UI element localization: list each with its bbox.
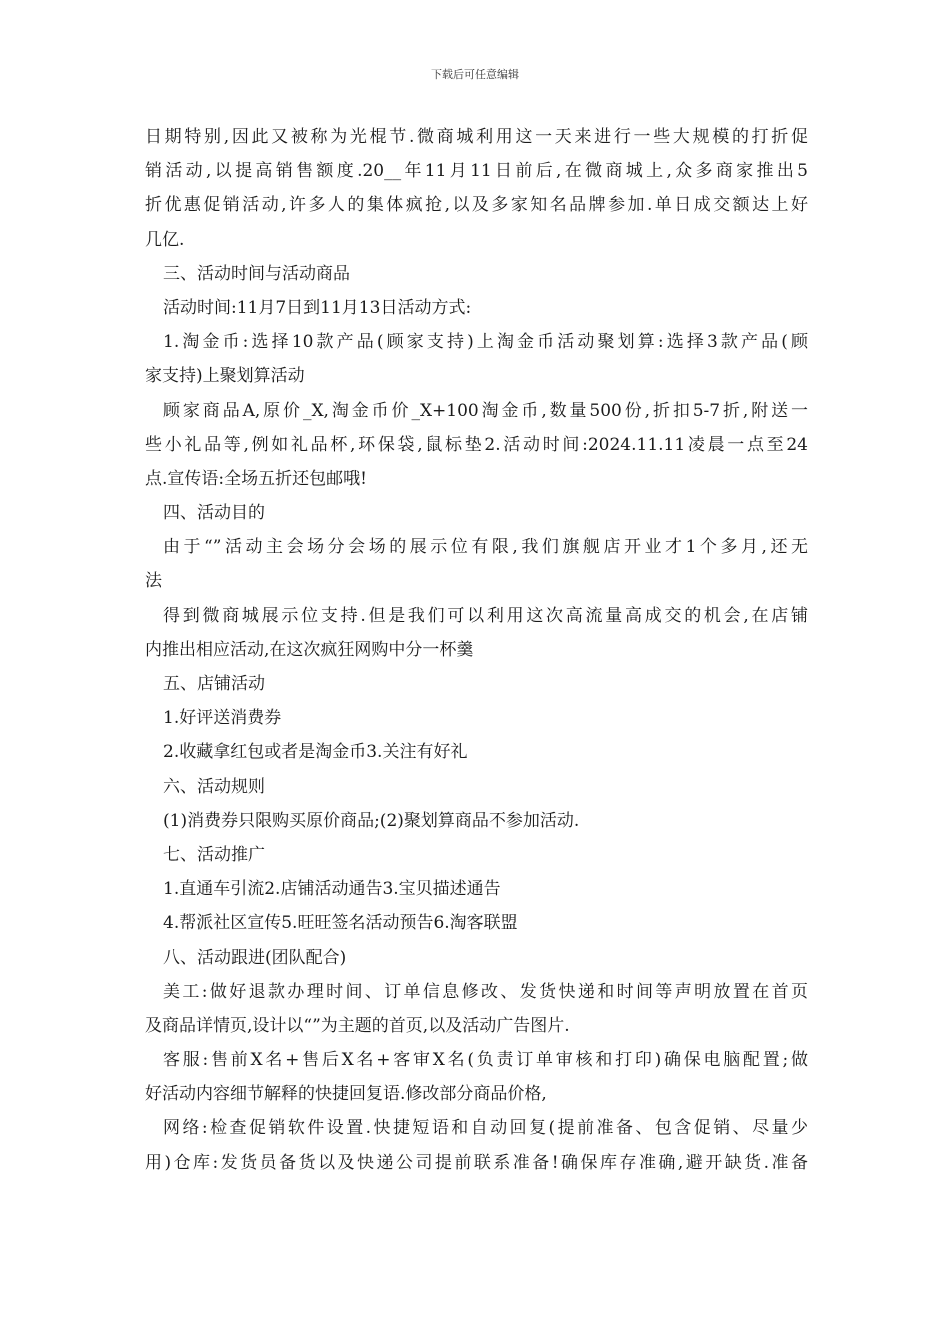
text-line: 活动时间:11月7日到11月13日活动方式: bbox=[163, 297, 472, 318]
text-line: 家支持)上聚划算活动 bbox=[145, 366, 305, 387]
text-line: 及商品详情页,设计以“”为主题的首页,以及活动广告图片. bbox=[145, 1015, 570, 1036]
text-line: 销活动,以提高销售额度.20__年11月11日前后,在微商城上,众多商家推出5 bbox=[145, 161, 808, 182]
page-header: 下载后可任意编辑 bbox=[431, 68, 519, 81]
text-line: 1.淘金币:选择10款产品(顾家支持)上淘金币活动聚划算:选择3款产品(顾 bbox=[163, 332, 808, 353]
text-line: 网络:检查促销软件设置.快捷短语和自动回复(提前准备、包含促销、尽量少 bbox=[163, 1118, 808, 1139]
text-line: 些小礼品等,例如礼品杯,环保袋,鼠标垫2.活动时间:2024.11.11凌晨一点至24 bbox=[145, 434, 808, 455]
text-line: 好活动内容细节解释的快捷回复语.修改部分商品价格, bbox=[145, 1084, 547, 1105]
text-line: 七、活动推广 bbox=[163, 844, 265, 865]
text-line: 五、店铺活动 bbox=[163, 674, 265, 694]
text-line: 1.直通车引流2.店铺活动通告3.宝贝描述通告 bbox=[163, 879, 501, 900]
document-body bbox=[145, 120, 808, 1180]
text-line: 法 bbox=[145, 571, 162, 592]
text-line: 客服:售前X名+售后X名+客审X名(负责订单审核和打印)确保电脑配置;做 bbox=[163, 1050, 808, 1071]
text-line: 八、活动跟进(团队配合) bbox=[163, 947, 347, 968]
text-line: 几亿. bbox=[145, 229, 185, 250]
text-line: 四、活动目的 bbox=[163, 503, 265, 524]
text-line: 日期特别,因此又被称为光棍节.微商城利用这一天来进行一些大规模的打折促 bbox=[145, 127, 808, 147]
text-line: 内推出相应活动,在这次疯狂网购中分一杯羹 bbox=[145, 639, 474, 660]
text-line: 折优惠促销活动,许多人的集体疯抢,以及多家知名品牌参加.单日成交额达上好 bbox=[145, 195, 808, 216]
text-line: 六、活动规则 bbox=[163, 776, 265, 797]
text-line: 三、活动时间与活动商品 bbox=[163, 263, 350, 284]
text-line: 由于“”活动主会场分会场的展示位有限,我们旗舰店开业才1个多月,还无 bbox=[163, 537, 808, 558]
text-line: 得到微商城展示位支持.但是我们可以利用这次高流量高成交的机会,在店铺 bbox=[163, 605, 808, 626]
text-line: 4.帮派社区宣传5.旺旺签名活动预告6.淘客联盟 bbox=[163, 913, 518, 934]
text-line: 1.好评送消费券 bbox=[163, 708, 282, 729]
text-line: 点.宣传语:全场五折还包邮哦! bbox=[145, 468, 367, 489]
text-line: 美工:做好退款办理时间、订单信息修改、发货快递和时间等声明放置在首页 bbox=[163, 981, 808, 1002]
text-line: 2.收藏拿红包或者是淘金币3.关注有好礼 bbox=[163, 742, 468, 763]
text-line: 顾家商品A,原价_X,淘金币价_X+100淘金币,数量500份,折扣5-7折,附送一 bbox=[163, 400, 808, 421]
text-line: (1)消费券只限购买原价商品;(2)聚划算商品不参加活动. bbox=[163, 810, 580, 831]
text-line: 用)仓库:发货员备货以及快递公司提前联系准备!确保库存准确,避开缺货.准备 bbox=[145, 1152, 808, 1173]
